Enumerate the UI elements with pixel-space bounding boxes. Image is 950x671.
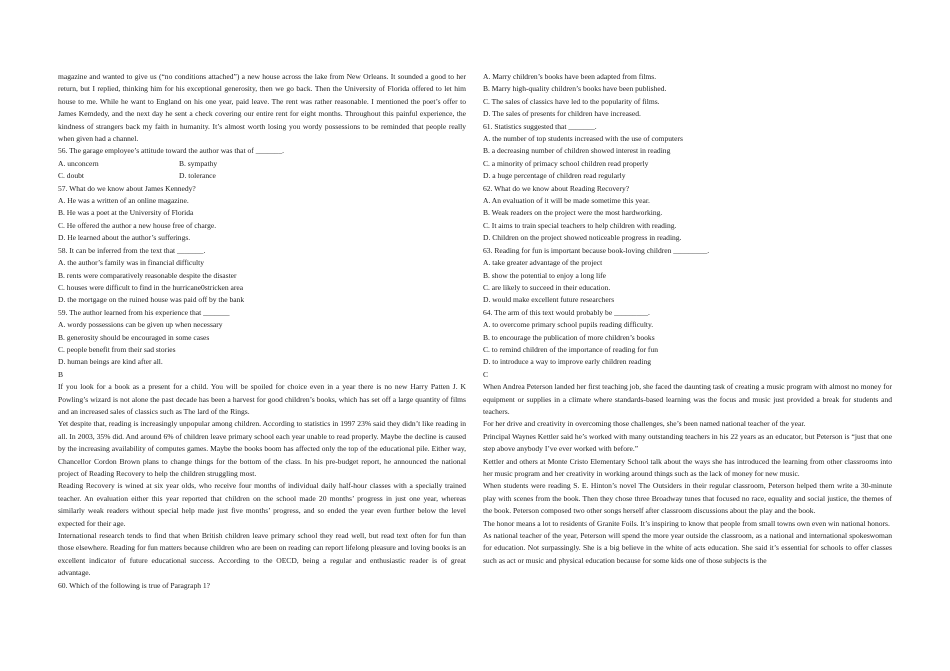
question-60-option-c: C. The sales of classics have led to the popularity of films. [483, 96, 660, 106]
question-58-stem: 58. It can be inferred from the text that _______. [58, 245, 206, 255]
question-59-option-a: A. wordy possessions can be given up when necessary [58, 320, 223, 330]
question-59-stem: 59. The author learned from his experience that _______ [58, 307, 230, 317]
question-56-stem: 56. The garage employee’s attitude toward the author was that of _______. [58, 146, 284, 156]
question-60-stem: 60. Which of the following is true of Paragraph 1? [58, 580, 211, 590]
question-57-option-c: C. He offered the author a new house free of charge. [58, 220, 217, 230]
question-57-option-a: A. He was a written of an online magazine. [58, 196, 189, 206]
passage-c-paragraph-2: For her drive and creativity in overcoming those challenges, she’s been named national teacher of the year. [483, 419, 806, 429]
left-column [58, 71, 466, 592]
question-63-option-a: A. take greater advantage of the project [483, 258, 603, 268]
question-62-option-b: B. Weak readers on the project were the most hardworking. [483, 208, 663, 218]
question-63-stem: 63. Reading for fun is important because book-loving children _________. [483, 245, 710, 255]
passage-c-paragraph-5: When students were reading S. E. Hinton’s novel The Outsiders in their regular classroom, Peterson helped them write a 30-minute play with scenes from the book. Then they chose three Broadway tunes that focused no race, equality and social justice, the themes of the book. Peterson composed two other songs herself after classroom discussions about the play and the book. [483, 481, 892, 516]
passage-b-paragraph-4: International research tends to find that when British children leave primary school they read well, but read text often for fun than those elsewhere. Reading for fun matters because children who are been on reading can report lifelong pleasure and loving books is an excellent indicator of future educational success. According to the OECD, being a regular and enthusiastic reader is of great advantage. [58, 531, 466, 578]
question-58-option-b: B. rents were comparatively reasonable despite the disaster [58, 270, 237, 280]
question-61-stem: 61. Statistics suggested that _______. [483, 121, 597, 131]
question-64-option-d: D. to introduce a way to improve early children reading [483, 357, 652, 367]
question-57-stem: 57. What do we know about James Kennedy? [58, 183, 196, 193]
question-56-option-b: B. sympathy [179, 158, 218, 168]
question-63-option-b: B. show the potential to enjoy a long life [483, 270, 607, 280]
question-62-option-c: C. It aims to train special teachers to help children with reading. [483, 220, 677, 230]
question-60-option-d: D. The sales of presents for children have increased. [483, 109, 641, 119]
question-61-option-b: B. a decreasing number of children showed interest in reading [483, 146, 671, 156]
question-60-option-a: A. Marry children’s books have been adapted from films. [483, 72, 657, 81]
passage-c-paragraph-4: Kettler and others at Monte Cristo Elementary School talk about the ways she has introduced the learning from other classrooms into her music program and her creativity in working around things such as the lack of money for new music. [483, 456, 892, 478]
question-57-option-b: B. He was a poet at the University of Florida [58, 208, 194, 218]
question-56-option-a: A. unconcern [58, 158, 99, 168]
passage-b-paragraph-3: Reading Recovery is wined at six year olds, who receive four months of individual daily half-hour classes with a specially trained teacher. An evaluation either this year reported that children on the school made 20 months’ progress in just one year, whereas similarly weak readers without special help made just five months’ progress, and so ended the year even further below the level expected for their age. [58, 481, 466, 528]
passage-a-paragraph: magazine and wanted to give us (“no conditions attached”) a new house across the lake from New Orleans. It sounded a good to her return, but I replied, thinking him for his exceptional generosity, then we go back. Then the University of Florida offered to let him house to me. While he want to England on his one year, paid leave. The rent was rather reasonable. I mentioned the poet’s offer to James Kemdedy, and the next day he sent a check covering our entire rent for eight months. Throughout this painful experience, the kindness of strangers back my faith in humanity. It’s almost worth losing you wordy possessions to be reminded that people really when given had a channel. [58, 72, 466, 144]
question-61-option-c: C. a minority of primacy school children read properly [483, 158, 649, 168]
question-64-option-a: A. to overcome primary school pupils reading difficulty. [483, 320, 654, 330]
passage-c-paragraph-7: As national teacher of the year, Peterson will spend the more year outside the classroom, as a national and international spokeswoman for education. Not surpassingly. She is a big believe in the white of acts education. She said it’s essential for schools to offer classes such as act or music and physical education because for some kids one of those subjects is the [483, 531, 892, 565]
question-61-option-a: A. the number of top students increased with the use of computers [483, 134, 683, 144]
question-59-option-b: B. generosity should be encouraged in some cases [58, 332, 210, 342]
question-62-option-d: D. Children on the project showed noticeable progress in reading. [483, 233, 682, 243]
passage-c-paragraph-3: Principal Waynes Kettler said he’s worked with many outstanding teachers in his 22 years as an educator, but Peterson is “just that one step above anybody I’ve ever worked with before.” [483, 431, 892, 454]
question-58-option-a: A. the author’s family was in financial difficulty [58, 258, 205, 268]
passage-b-paragraph-1: If you look for a book as a present for a child. You will be spoiled for choice even in a year there is no new Harry Patten J. K Powling’s wizard is not alone the past decade has been a harvest for good children’s books, which has set off a large quantity of films and an increased sales of classics such as The lard of the Rings. [58, 382, 466, 416]
question-64-stem: 64. The arm of this text would probably be _________. [483, 307, 650, 317]
question-64-option-b: B. to encourage the publication of more children’s books [483, 332, 655, 342]
question-62-stem: 62. What do we know about Reading Recovery? [483, 183, 630, 193]
question-63-option-c: C. are likely to succeed in their education. [483, 282, 611, 292]
question-59-option-d: D. human beings are kind after all. [58, 357, 163, 367]
question-56-option-c: C. doubt [58, 171, 84, 181]
right-column [483, 71, 892, 567]
passage-c-paragraph-6: The honor means a lot to residents of Granite Foils. It’s inspiring to know that people from small towns own even win national honors. [483, 518, 890, 528]
question-56-options-row-2 [58, 170, 466, 182]
section-c-label: C [483, 369, 489, 379]
question-63-option-d: D. would make excellent future researchers [483, 295, 615, 305]
passage-c-paragraph-1: When Andrea Peterson landed her first teaching job, she faced the daunting task of creating a music program with almost no money for equipment or supplies in a climate where standards-based learning was the focus and music just provided a break for students and teachers. [483, 382, 892, 416]
question-58-option-c: C. houses were difficult to find in the hurricane0stricken area [58, 282, 244, 292]
question-62-option-a: A. An evaluation of it will be made sometime this year. [483, 196, 650, 206]
question-56-options-row-1 [58, 158, 466, 170]
question-57-option-d: D. He learned about the author’s sufferings. [58, 233, 191, 243]
section-b-label: B [58, 369, 64, 379]
question-59-option-c: C. people benefit from their sad stories [58, 344, 176, 354]
question-60-option-b: B. Marry high-quality children’s books have been published. [483, 84, 667, 94]
passage-b-paragraph-2: Yet despite that, reading is increasingly unpopular among children. According to statistics in 1997 23% said they didn’t like reading in all. In 2003, 35% did. And around 6% of children leave primary school each year unable to read properly. Maybe the decline is caused by the increasing availability of computes games. Maybe the books boom has affected only the top of the educational pile. Either way, Chancellor Cordon Brown plans to change things for the bottom of the class. In his pre-budget report, he announced the national project of Reading Recovery to help the children struggling most. [58, 419, 466, 478]
question-56-option-d: D. tolerance [179, 171, 216, 181]
question-64-option-c: C. to remind children of the importance of reading for fun [483, 344, 658, 354]
question-58-option-d: D. the mortgage on the ruined house was paid off by the bank [58, 295, 245, 305]
question-61-option-d: D. a huge percentage of children read regularly [483, 171, 626, 181]
